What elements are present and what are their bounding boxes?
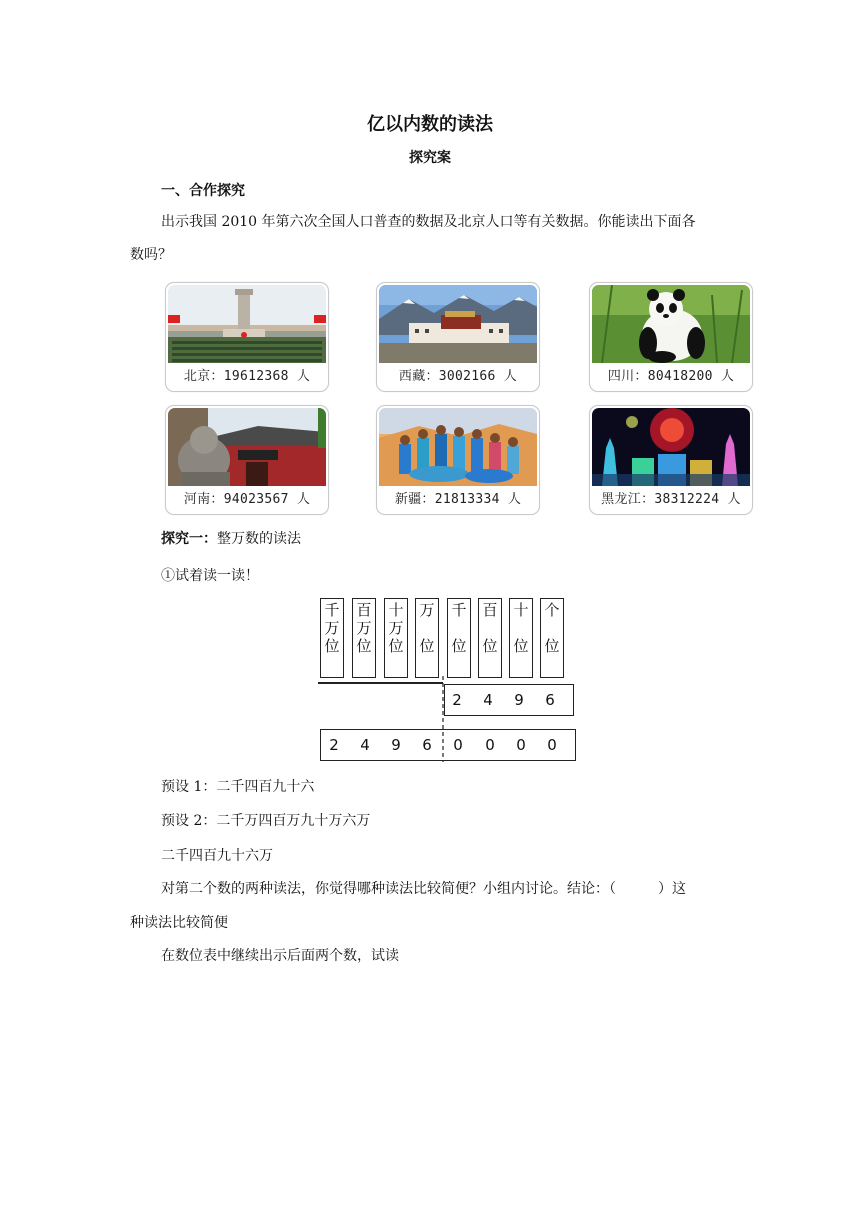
card-beijing: [165, 282, 329, 392]
card-caption: 北京：19612368 人: [183, 369, 311, 384]
card-caption: 河南：94023567 人: [183, 492, 311, 507]
column-ten-thousands: 万 位: [415, 598, 439, 678]
discussion-prompt-cont: 种读法比较简便: [130, 915, 228, 931]
section-heading: 一、合作探究: [161, 183, 245, 199]
try-read-prompt: ①试着读一读！: [161, 568, 259, 584]
column-ones: 个 位: [540, 598, 564, 678]
preset-two-alt: 二千四百九十六万: [161, 848, 273, 864]
henan-photo: [168, 408, 326, 486]
card-henan: [165, 405, 329, 515]
card-sichuan: [589, 282, 753, 392]
sichuan-photo: [592, 285, 750, 363]
card-heilongjiang: [589, 405, 753, 515]
continue-instruction: 在数位表中继续出示后面两个数，试读: [161, 948, 399, 964]
card-xinjiang: [376, 405, 540, 515]
preset-one: 预设 1：二千四百九十六: [161, 779, 315, 795]
intro-paragraph: 出示我国 2010 年第六次全国人口普查的数据及北京人口等有关数据。你能读出下面各: [161, 214, 696, 230]
card-caption: 西藏：3002166 人: [398, 369, 518, 384]
explore-one-label: 探究一：: [161, 531, 217, 547]
card-caption: 四川：80418200 人: [607, 369, 735, 384]
tibet-photo: [379, 285, 537, 363]
intro-paragraph-cont: 数吗？: [130, 247, 172, 263]
page-title: 亿以内数的读法: [367, 114, 493, 135]
explore-one-text: 整万数的读法: [217, 531, 301, 547]
column-hundred-thousands: 十 万 位: [384, 598, 408, 678]
number-box-24960000: 2 4 9 6 0 0 0 0: [320, 729, 576, 761]
card-caption: 黑龙江：38312224 人: [601, 492, 741, 507]
number-box-2496: 2 4 9 6: [444, 684, 574, 716]
heilongjiang-photo: [592, 408, 750, 486]
column-tens: 十 位: [509, 598, 533, 678]
column-thousands: 千 位: [447, 598, 471, 678]
beijing-photo: [168, 285, 326, 363]
column-hundreds: 百 位: [478, 598, 502, 678]
discussion-prompt: 对第二个数的两种读法，你觉得哪种读法比较简便？小组内讨论。结论：（ ）这: [161, 881, 686, 897]
page-subtitle: 探究案: [409, 150, 451, 166]
card-caption: 新疆：21813334 人: [394, 492, 522, 507]
column-millions: 百 万 位: [352, 598, 376, 678]
preset-two: 预设 2：二千万四百万九十万六万: [161, 813, 371, 829]
column-ten-millions: 千 万 位: [320, 598, 344, 678]
explore-one-heading: [161, 528, 301, 548]
xinjiang-photo: [379, 408, 537, 486]
card-tibet: [376, 282, 540, 392]
